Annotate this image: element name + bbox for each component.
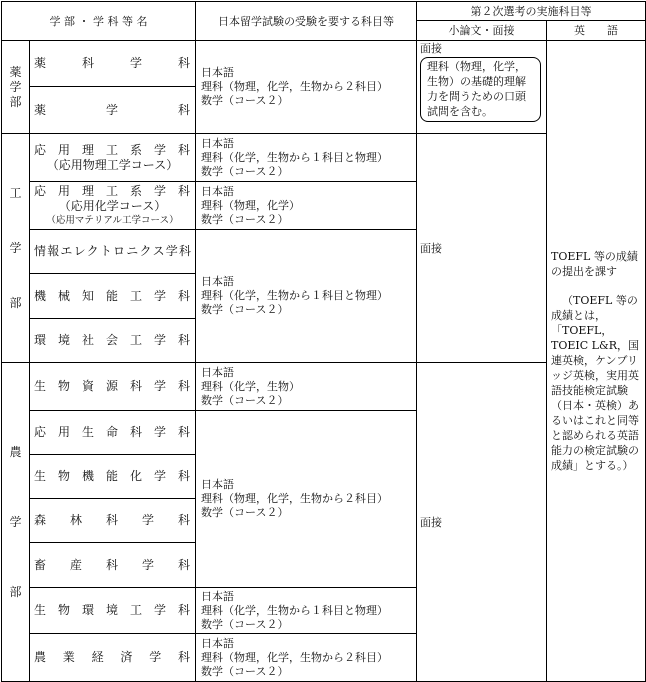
table-row <box>2 41 646 87</box>
selection-table <box>1 1 646 682</box>
dept-name: 薬 科 学 科 <box>30 41 196 87</box>
second-stage-pharmacy <box>417 41 547 134</box>
header-english: 英 語 <box>547 21 646 41</box>
header-faculty-dept: 学 部 ・ 学 科 等 名 <box>2 2 196 41</box>
dept-name: 機械知能工学科 <box>30 274 196 319</box>
oral-exam-note: 理科（物理，化学，生物）の基礎的理解力を問うための口頭試問を含む。 <box>420 57 541 122</box>
eju-subjects-agri-middle: 日本語 理科（物理，化学，生物から２科目） 数学（コース２） <box>196 411 417 588</box>
eju-subjects-applied-physics: 日本語 理科（化学，生物から１科目と物理） 数学（コース２） <box>196 134 417 182</box>
dept-name: 農 業 経 済 学 科 <box>30 634 196 682</box>
dept-name: 生物環境工学科 <box>30 588 196 634</box>
faculty-engineering: 工 学 部 <box>2 134 30 363</box>
dept-name: 畜 産 科 学 科 <box>30 543 196 588</box>
dept-name: 生物資源科学科 <box>30 363 196 411</box>
header-eju-subjects: 日本留学試験の受験を要する科目等 <box>196 2 417 41</box>
dept-name: 森 林 科 学 科 <box>30 499 196 543</box>
faculty-pharmacy: 薬 学 部 <box>2 41 30 134</box>
dept-name: 薬 学 科 <box>30 87 196 134</box>
eju-subjects-pharmacy: 日本語 理科（物理，化学，生物から２科目） 数学（コース２） <box>196 41 417 134</box>
eju-subjects-agri-econ: 日本語 理科（物理，化学，生物から２科目） 数学（コース２） <box>196 634 417 682</box>
second-stage-engineering: 面接 <box>417 134 547 363</box>
interview-label: 面接 <box>420 42 443 55</box>
header-second-stage: 第２次選考の実施科目等 <box>417 2 646 21</box>
faculty-agriculture: 農 学 部 <box>2 363 30 682</box>
eju-subjects-applied-chem: 日本語 理科（物理，化学） 数学（コース２） <box>196 182 417 230</box>
eju-subjects-bioenv: 日本語 理科（化学，生物から１科目と物理） 数学（コース２） <box>196 588 417 634</box>
dept-name: 環境社会工学科 <box>30 319 196 363</box>
dept-name: 生物機能化学科 <box>30 455 196 499</box>
eju-subjects-eng-other: 日本語 理科（化学，生物から１科目と物理） 数学（コース２） <box>196 230 417 363</box>
dept-name: 応用生命科学科 <box>30 411 196 455</box>
dept-name: 応用理工系学科 （応用化学コース） （応用マテリアル工学コース） <box>30 182 196 230</box>
header-row <box>2 2 646 21</box>
english-main: TOEFL 等の成績の提出を課す <box>551 250 638 278</box>
dept-name: 応用理工系学科 （応用物理工学コース） <box>30 134 196 182</box>
second-stage-agriculture: 面接 <box>417 363 547 682</box>
english-note: （TOEFL 等の成績とは，「TOEFL，TOEIC L&R，国連英検，ケンブリッジ英検，実用英語技能検定試験（日本・英検）あるいはこれと同等と認められる英語能力の検定試験の成績」とする。） <box>551 294 640 472</box>
eju-subjects-bioresource: 日本語 理科（化学，生物） 数学（コース２） <box>196 363 417 411</box>
english-requirement <box>547 41 646 682</box>
dept-name: 情報エレクトロニクス学科 <box>30 230 196 274</box>
header-essay-interview: 小論文・面接 <box>417 21 547 41</box>
